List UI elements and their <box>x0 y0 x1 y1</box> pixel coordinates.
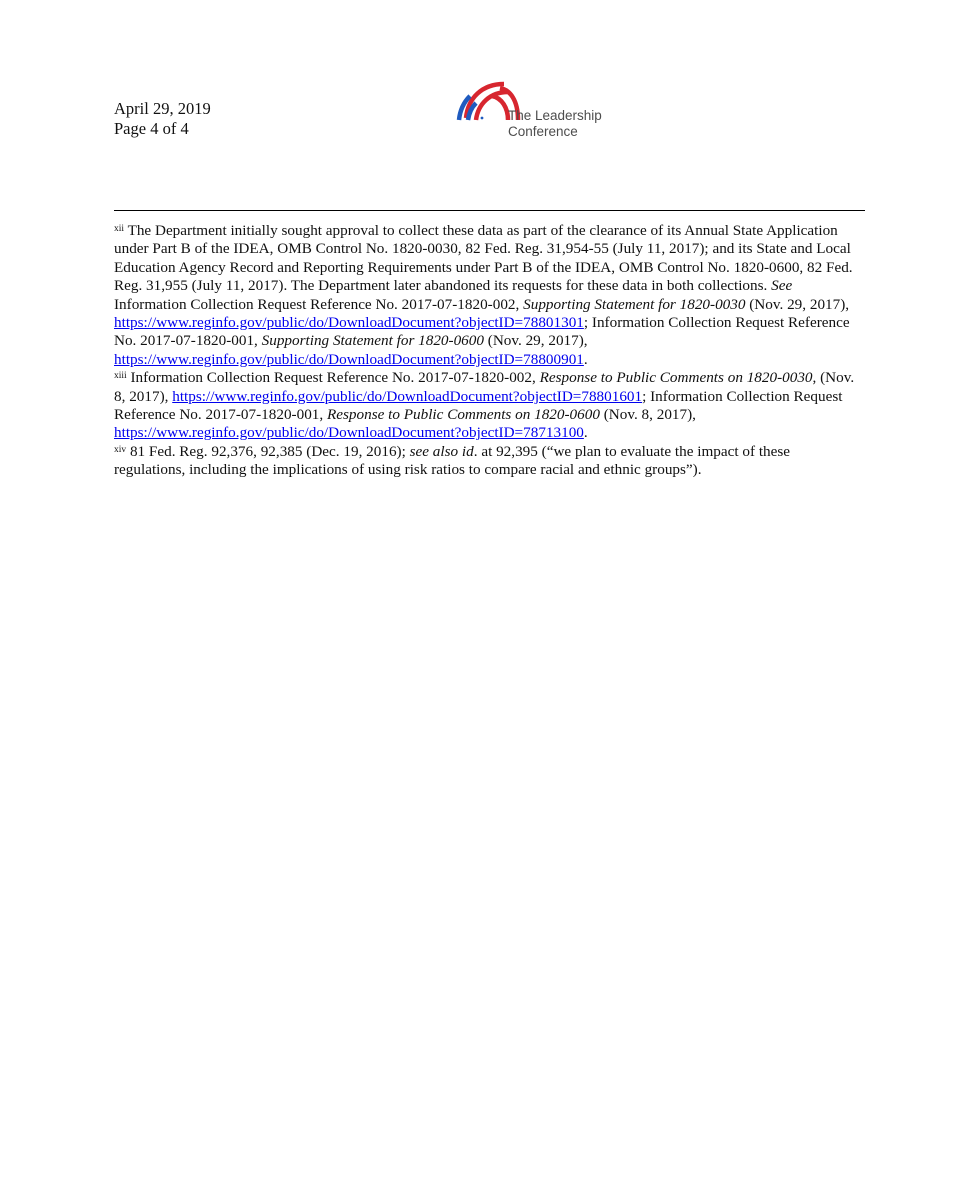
footnote-text: The Department initially sought approval to collect these data as part of the clearance of its Annual State Application under Part B of the IDEA, OMB Control No. 1820-0030, 82 Fed. Reg. 31,954-55 (July 11, 2017); and its State and Local Education Agency Record and Reporting Requirements under Part B of the IDEA, OMB Control No. 1820-0600, 82 Fed. Reg. 31,955 (July 11, 2017). The Department later abandoned its requests for these data in both collections. <box>114 222 853 295</box>
letter-date: April 29, 2019 <box>114 99 211 118</box>
footnote-marker: xiii <box>114 371 127 382</box>
footnote-text: 81 Fed. Reg. 92,376, 92,385 (Dec. 19, 2016); <box>129 442 410 460</box>
italic-citation: Supporting Statement for 1820-0600 <box>261 332 484 350</box>
footnote <box>114 369 865 443</box>
footnote-marker: xii <box>114 224 125 234</box>
italic-citation: Supporting Statement for 1820-0030 <box>523 295 746 313</box>
footnote-text: , (Nov. 8, 2017), <box>114 369 855 405</box>
footnote-text: . at 92,395 (“we plan to evaluate the impact of these regulations, including the implications of using risk ratios to compare racial and ethnic groups”). <box>114 442 791 479</box>
footnote-text: . <box>583 424 588 442</box>
page-header <box>114 99 211 139</box>
reference-link[interactable]: https://www.reginfo.gov/public/do/DownloadDocument?objectID=78800901 <box>114 350 584 368</box>
reference-link[interactable]: https://www.reginfo.gov/public/do/DownloadDocument?objectID=78713100 <box>114 424 584 442</box>
reference-link[interactable]: https://www.reginfo.gov/public/do/DownloadDocument?objectID=78801601 <box>172 387 643 405</box>
leadership-conference-logo <box>454 80 614 140</box>
footnote-text: . <box>583 350 588 368</box>
logo-line-2: Conference <box>508 124 578 139</box>
footnote-text: ; Information Collection Request Reference No. 2017-07-1820-001, <box>114 314 850 350</box>
reference-link[interactable]: https://www.reginfo.gov/public/do/DownloadDocument?objectID=78801301 <box>114 314 584 332</box>
footnote-text: (Nov. 29, 2017), <box>745 295 850 313</box>
footnote-separator <box>114 210 865 211</box>
footnote-text: (Nov. 29, 2017), <box>483 332 588 350</box>
footnote-text: (Nov. 8, 2017), <box>599 406 696 424</box>
footnote <box>114 443 865 480</box>
footnote-marker: xiv <box>114 444 127 455</box>
footnote-text: Information Collection Request Reference No. 2017-07-1820-002, <box>114 295 524 313</box>
footnote-text: ; Information Collection Request Reference No. 2017-07-1820-001, <box>114 387 843 424</box>
footnote-text: Information Collection Request Reference No. 2017-07-1820-002, <box>130 369 540 387</box>
footnote <box>114 222 865 369</box>
footnotes <box>114 222 865 480</box>
page-number: Page 4 of 4 <box>114 119 189 138</box>
logo-line-1: The Leadership <box>508 108 602 123</box>
logo-wordmark <box>508 108 602 140</box>
italic-citation: Response to Public Comments on 1820-0030 <box>539 369 813 387</box>
italic-citation: See <box>771 277 793 295</box>
italic-citation: see also id <box>409 442 474 460</box>
italic-citation: Response to Public Comments on 1820-0600 <box>326 406 600 424</box>
